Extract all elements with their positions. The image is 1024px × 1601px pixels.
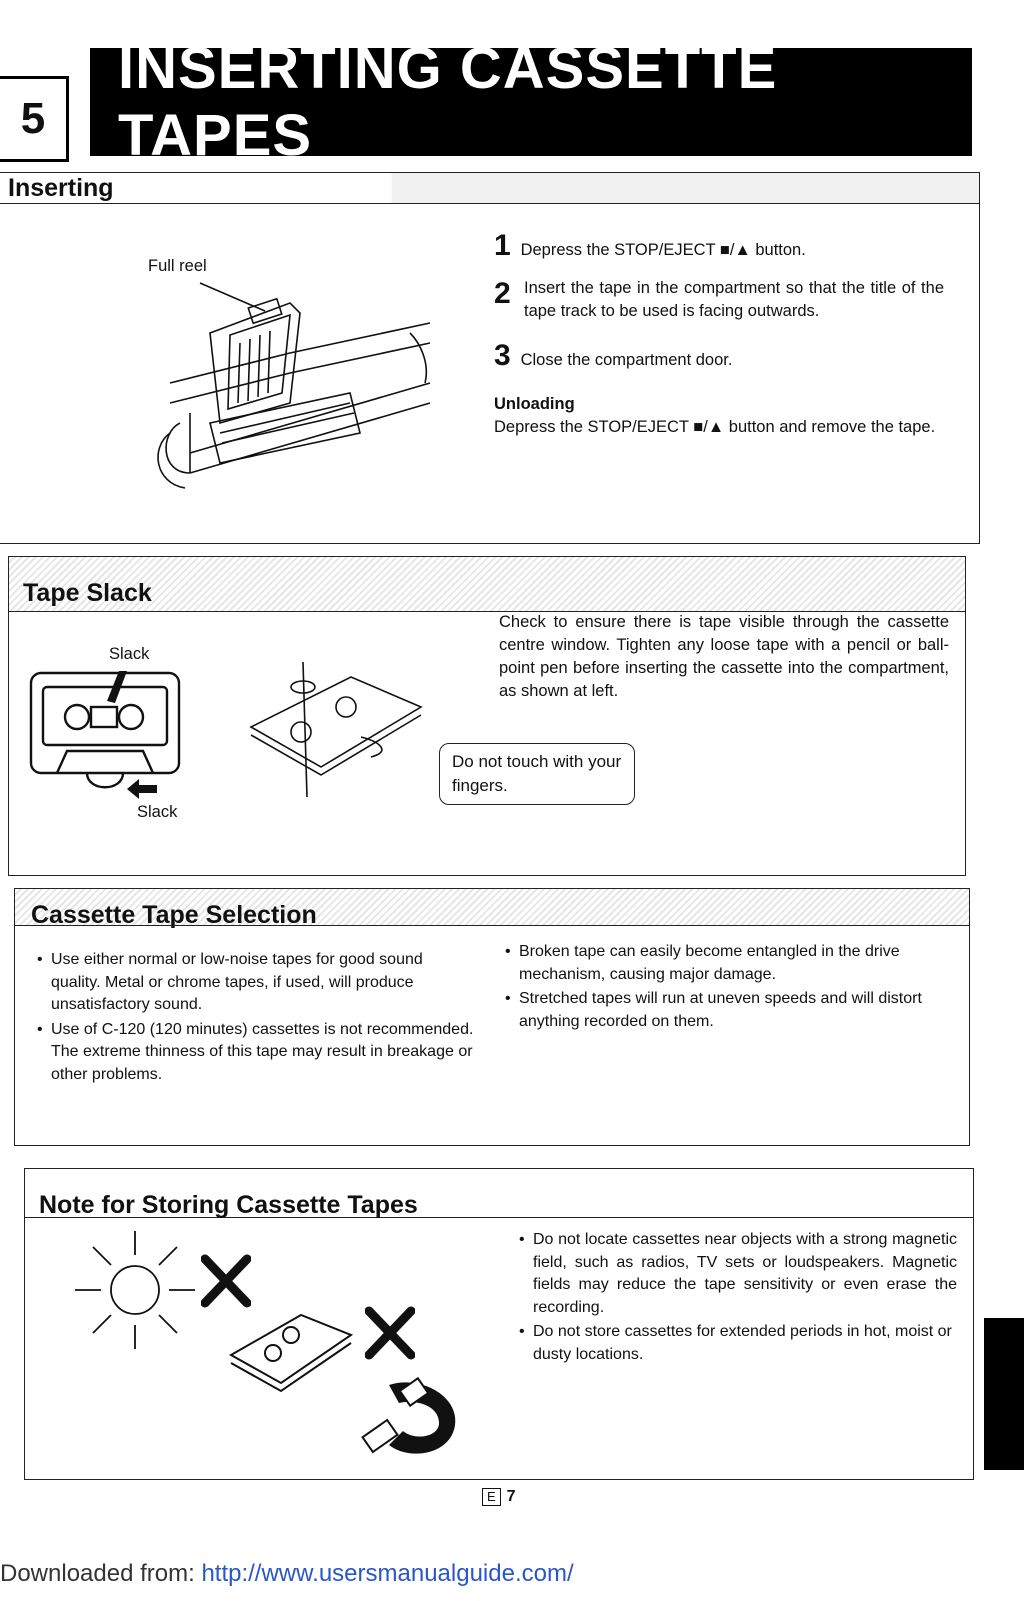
- slack-cassette-icon: [27, 667, 187, 807]
- step-1-text: Depress the STOP/EJECT ■/▲ button.: [520, 241, 806, 259]
- cross-icon: [201, 1253, 251, 1309]
- storing-header: [25, 1169, 973, 1218]
- edge-tab: [984, 1318, 1024, 1470]
- download-prefix: Downloaded from:: [0, 1560, 202, 1587]
- magnet-icon: [359, 1375, 469, 1461]
- step-3: [494, 339, 944, 373]
- selection-right-list: [503, 941, 947, 1035]
- step-2-text: Insert the tape in the compartment so that the title of the tape track to be used is facing outwards.: [524, 279, 944, 320]
- step-1-number: 1: [494, 229, 511, 262]
- page-number: [482, 1488, 516, 1506]
- slack-label-top: Slack: [109, 645, 150, 663]
- inserting-header: [0, 173, 979, 204]
- list-item: • Use either normal or low-noise tapes for good sound quality. Metal or chrome tapes, if used, will produce unsatisfactory sound.: [35, 949, 475, 1017]
- tape-slack-text: Check to ensure there is tape visible through the cassette centre window. Tighten any loose tape with a pencil or ball-point pen before inserting the cassette into the compartment, as shown at left.: [499, 613, 949, 700]
- list-item: • Stretched tapes will run at uneven speeds and will distort anything recorded on them.: [503, 988, 947, 1033]
- step-3-number: 3: [494, 339, 511, 372]
- full-reel-label: Full reel: [148, 257, 207, 275]
- steps-list: [494, 229, 944, 439]
- download-note: [0, 1560, 574, 1588]
- language-badge: E: [482, 1488, 501, 1506]
- step-1: [494, 229, 944, 263]
- selection-panel: [14, 888, 970, 1146]
- tape-slack-panel: [8, 556, 966, 876]
- selection-left-list: [35, 949, 475, 1088]
- selection-title: Cassette Tape Selection: [31, 901, 317, 929]
- tape-slack-title: Tape Slack: [23, 579, 152, 607]
- page-title: INSERTING CASSETTE TAPES: [90, 48, 972, 156]
- storing-title: Note for Storing Cassette Tapes: [39, 1191, 418, 1219]
- step-3-text: Close the compartment door.: [520, 351, 733, 369]
- list-item: • Do not locate cassettes near objects with a strong magnetic field, such as radios, TV sets or loudspeakers. Magnetic fields may reduce the tape sensitivity or even erase the recording.: [517, 1229, 957, 1319]
- pencil-winding-illustration: [241, 657, 441, 797]
- unloading-text: Depress the STOP/EJECT ■/▲ button and remove the tape.: [494, 418, 936, 436]
- unloading-heading: Unloading: [494, 395, 575, 413]
- storing-panel: [24, 1168, 974, 1480]
- cassette-icon: [221, 1305, 361, 1395]
- chapter-number: 5: [0, 76, 69, 162]
- tape-slack-header: [9, 557, 965, 612]
- cassette-insert-illustration: [150, 273, 440, 503]
- cross-icon: [365, 1305, 415, 1361]
- list-item: • Broken tape can easily become entangled in the drive mechanism, causing major damage.: [503, 941, 947, 986]
- step-2-number: 2: [494, 277, 511, 310]
- touch-warning-callout: Do not touch with your fingers.: [439, 743, 635, 805]
- storing-list: [517, 1229, 957, 1368]
- selection-header: [15, 889, 969, 929]
- list-item: • Use of C-120 (120 minutes) cassettes is not recommended. The extreme thinness of this tape may result in breakage or other problems.: [35, 1019, 475, 1087]
- sun-icon: [65, 1225, 205, 1355]
- inserting-title: Inserting: [8, 174, 114, 202]
- inserting-panel: [0, 172, 980, 544]
- download-link[interactable]: http://www.usersmanualguide.com/: [201, 1560, 574, 1587]
- step-2: [494, 277, 944, 323]
- list-item: • Do not store cassettes for extended periods in hot, moist or dusty locations.: [517, 1321, 957, 1366]
- page-number-value: 7: [506, 1488, 516, 1505]
- slack-label-bottom: Slack: [137, 803, 178, 821]
